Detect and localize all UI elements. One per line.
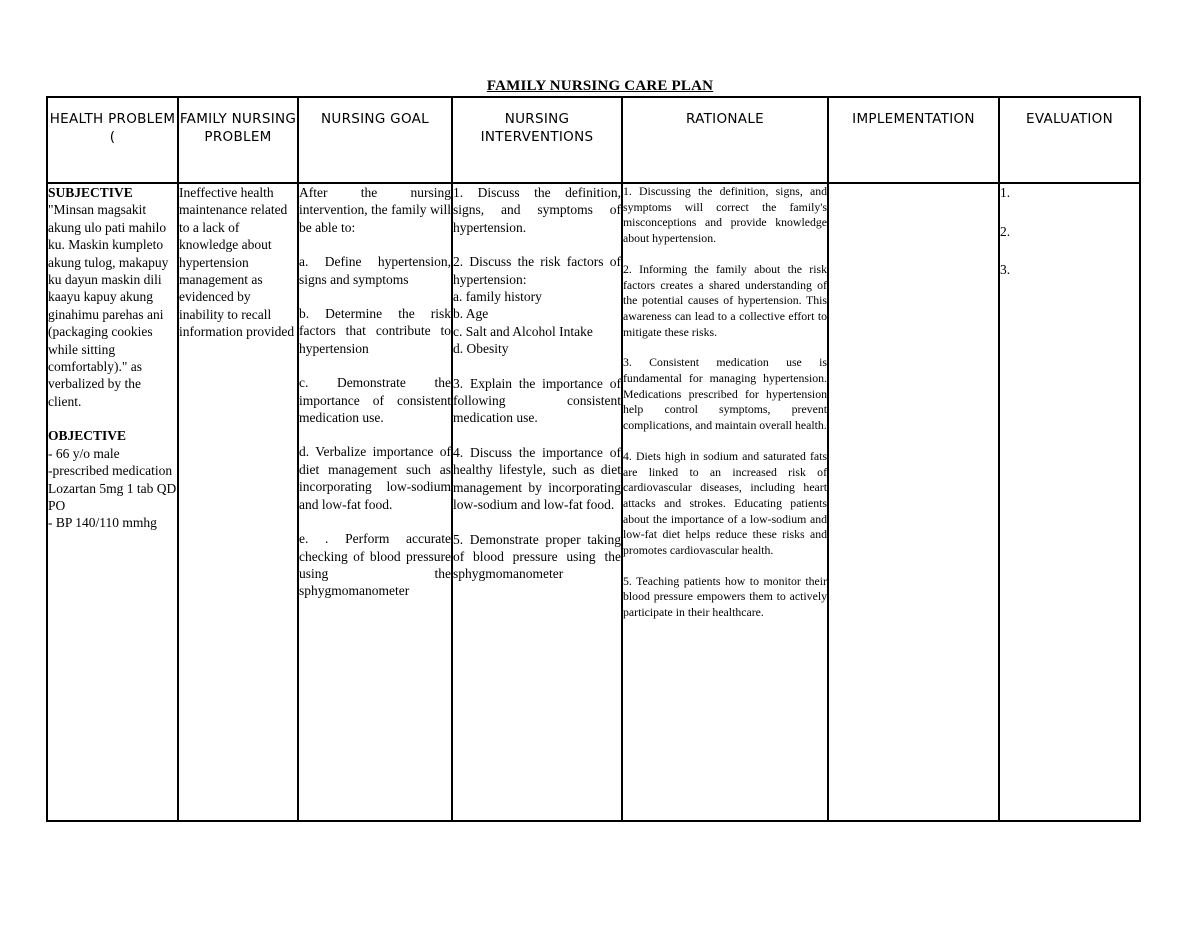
header-family-nursing-problem <box>178 97 298 183</box>
intervention-item: 1. Discuss the definition, signs, and symptoms of hypertension. <box>453 185 621 235</box>
objective-item: - 66 y/o male <box>48 445 120 461</box>
evaluation-cell <box>999 183 1140 821</box>
nursing-goal-cell <box>298 183 452 821</box>
goal-item: c. Demonstrate the importance of consistent medication use. <box>299 375 451 426</box>
header-label: NURSING GOAL <box>321 111 429 127</box>
header-implementation <box>828 97 999 183</box>
evaluation-item: 2. <box>1000 223 1011 239</box>
subjective-label: SUBJECTIVE <box>48 185 133 200</box>
goal-item: e. . Perform accurate checking of blood pressure using the sphygmomanometer <box>299 531 451 599</box>
rationale-cell <box>622 183 828 821</box>
health-problem-cell <box>47 183 178 821</box>
header-rationale <box>622 97 828 183</box>
goal-item: b. Determine the risk factors that contribute to hypertension <box>299 306 451 356</box>
intervention-item: 3. Explain the importance of following consistent medication use. <box>453 375 621 426</box>
subjective-text: "Minsan magsakit akung ulo pati mahilo ku. Maskin kumpleto akung tulog, makapuy ku dayun maskin dili kaayu kapuy akung ginahimu parehas ani (packaging cookies while sitting comfortably)." as verbalized by the client. <box>48 202 169 409</box>
rationale-item: 4. Diets high in sodium and saturated fats are linked to an increased risk of cardiovascular diseases, including heart attacks and strokes. Educating patients about the importance of a low-sodium and low-fat diet helps reduce these risks and promotes cardiovascular health. <box>623 448 827 558</box>
evaluation-item: 3. <box>1000 262 1011 277</box>
header-nursing-goal <box>298 97 452 183</box>
risk-factor-item: b. Age <box>453 306 489 322</box>
evaluation-item: 1. <box>1000 185 1011 200</box>
family-nursing-problem-cell <box>178 183 298 821</box>
nursing-interventions-cell <box>452 183 622 821</box>
rationale-item: 5. Teaching patients how to monitor their blood pressure empowers them to actively participate in their healthcare. <box>623 573 827 620</box>
header-label: EVALUATION <box>1025 111 1113 127</box>
risk-factor-item: d. Obesity <box>453 341 509 357</box>
goal-intro: After the nursing intervention, the family will be able to: <box>299 185 451 235</box>
risk-factor-item: a. family history <box>453 289 542 305</box>
implementation-cell <box>828 183 999 821</box>
header-label: NURSING INTERVENTIONS <box>480 111 594 145</box>
rationale-item: 3. Consistent medication use is fundamental for managing hypertension. Medications prescribed for hypertension help control symptoms, prevent complications, and maintain overall health. <box>623 355 827 433</box>
intervention-item: 5. Demonstrate proper taking of blood pressure using the sphygmomanometer <box>453 531 621 582</box>
care-plan-table <box>46 96 1141 822</box>
objective-item: - BP 140/110 mmhg <box>48 515 157 531</box>
header-nursing-interventions <box>452 97 622 183</box>
rationale-item: 1. Discussing the definition, signs, and symptoms will correct the family's misconceptions and provide knowledge about hypertension. <box>623 184 827 246</box>
objective-label: OBJECTIVE <box>48 428 127 444</box>
header-health-problem <box>47 97 178 183</box>
header-label: HEALTH PROBLEM ( <box>49 111 176 145</box>
rationale-item: 2. Informing the family about the risk factors creates a shared understanding of the potential causes of hypertension. This awareness can lead to a collective effort to mitigate these risks. <box>623 261 827 339</box>
content-row <box>47 183 1140 821</box>
document-title: FAMILY NURSING CARE PLAN <box>486 78 714 94</box>
header-row <box>47 97 1140 183</box>
header-label: IMPLEMENTATION <box>852 111 975 127</box>
goal-item: d. Verbalize importance of diet management such as incorporating low-sodium and low-fat food. <box>299 444 451 512</box>
intervention-item: 4. Discuss the importance of healthy lifestyle, such as diet management by incorporating low-sodium and low-fat food. <box>453 444 621 513</box>
goal-item: a. Define hypertension, signs and symptoms <box>299 254 451 287</box>
header-evaluation <box>999 97 1140 183</box>
header-label: RATIONALE <box>686 111 764 127</box>
header-label: FAMILY NURSING PROBLEM <box>179 111 297 145</box>
intervention-item: 2. Discuss the risk factors of hypertension: <box>453 254 621 287</box>
family-nursing-problem-text: Ineffective health maintenance related to a lack of knowledge about hypertension management as evidenced by inability to recall information provided <box>179 185 295 340</box>
risk-factor-item: c. Salt and Alcohol Intake <box>453 323 593 339</box>
objective-item: -prescribed medication Lozartan 5mg 1 tab QD PO <box>48 463 177 513</box>
